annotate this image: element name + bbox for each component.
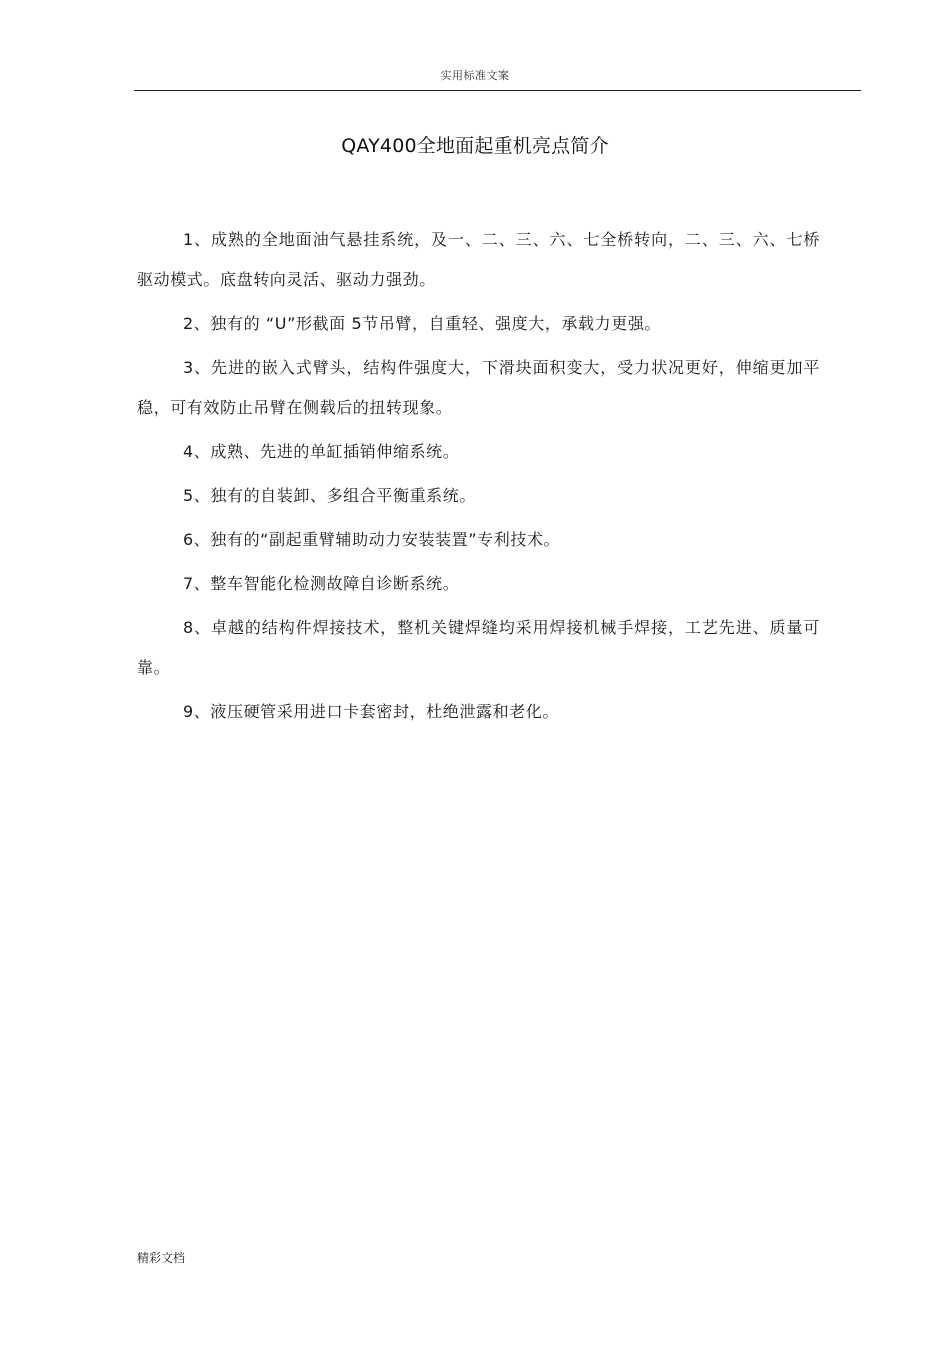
list-item-5: 5、独有的自装卸、多组合平衡重系统。 [183, 486, 476, 505]
list-item-3: 3、先进的嵌入式臂头，结构件强度大，下滑块面积变大，受力状况更好，伸缩更加平稳，可有效防止吊臂在侧载后的扭转现象。 [137, 358, 820, 417]
page-header: 实用标准文案 [440, 69, 510, 82]
list-item-2: 2、独有的 “U”形截面 5节吊臂，自重轻、强度大，承载力更强。 [183, 314, 662, 333]
document-body [137, 220, 820, 732]
list-item-1: 1、成熟的全地面油气悬挂系统，及一、二、三、六、七全桥转向，二、三、六、七桥驱动模式。底盘转向灵活、驱动力强劲。 [137, 230, 820, 289]
list-item-6: 6、独有的“副起重臂辅助动力安装装置”专利技术。 [183, 530, 561, 549]
header-divider [134, 90, 861, 91]
list-item-4: 4、成熟、先进的单缸插销伸缩系统。 [183, 442, 460, 461]
list-item-8: 8、卓越的结构件焊接技术，整机关键焊缝均采用焊接机械手焊接，工艺先进、质量可靠。 [137, 618, 820, 677]
list-item-9: 9、液压硬管采用进口卡套密封，杜绝泄露和老化。 [183, 702, 559, 721]
page-footer: 精彩文档 [137, 1251, 186, 1265]
document-title: QAY400全地面起重机亮点简介 [341, 135, 609, 157]
list-item-7: 7、整车智能化检测故障自诊断系统。 [183, 574, 460, 593]
